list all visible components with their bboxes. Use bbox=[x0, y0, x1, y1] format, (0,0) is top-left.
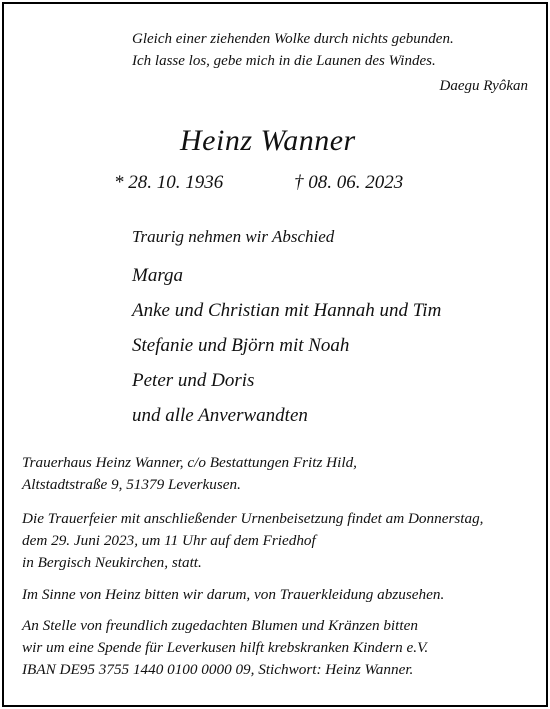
mourner-name: Peter und Doris bbox=[132, 370, 255, 391]
quote-line-1: Gleich einer ziehenden Wolke durch nichts gebunden. bbox=[132, 31, 454, 47]
ceremony-line: dem 29. Juni 2023, um 11 Uhr auf dem Friedhof bbox=[22, 532, 316, 549]
mourner-name: Stefanie und Björn mit Noah bbox=[132, 335, 350, 356]
dress-code-note: Im Sinne von Heinz bitten wir darum, von Trauerkleidung abzusehen. bbox=[22, 586, 445, 603]
death-date: † 08. 06. 2023 bbox=[294, 172, 404, 193]
donation-line: An Stelle von freundlich zugedachten Blumen und Kränzen bitten bbox=[22, 617, 418, 634]
address-line: Altstadtstraße 9, 51379 Leverkusen. bbox=[22, 476, 241, 493]
deceased-name: Heinz Wanner bbox=[180, 124, 356, 157]
obituary-card bbox=[2, 2, 548, 707]
quote-line-2: Ich lasse los, gebe mich in die Launen des Windes. bbox=[132, 53, 436, 69]
mourner-name: und alle Anverwandten bbox=[132, 405, 308, 426]
birth-date: * 28. 10. 1936 bbox=[114, 172, 224, 193]
ceremony-line: in Bergisch Neukirchen, statt. bbox=[22, 554, 202, 571]
quote-author: Daegu Ryôkan bbox=[439, 78, 528, 94]
mourner-name: Marga bbox=[132, 265, 184, 286]
ceremony-line: Die Trauerfeier mit anschließender Urnenbeisetzung findet am Donnerstag, bbox=[22, 510, 484, 527]
donation-line: IBAN DE95 3755 1440 0100 0000 09, Stichwort: Heinz Wanner. bbox=[22, 661, 414, 678]
address-line: Trauerhaus Heinz Wanner, c/o Bestattungen Fritz Hild, bbox=[22, 454, 357, 471]
mourning-intro: Traurig nehmen wir Abschied bbox=[132, 227, 335, 246]
mourner-name: Anke und Christian mit Hannah und Tim bbox=[132, 300, 442, 321]
donation-line: wir um eine Spende für Leverkusen hilft krebskranken Kindern e.V. bbox=[22, 639, 429, 656]
